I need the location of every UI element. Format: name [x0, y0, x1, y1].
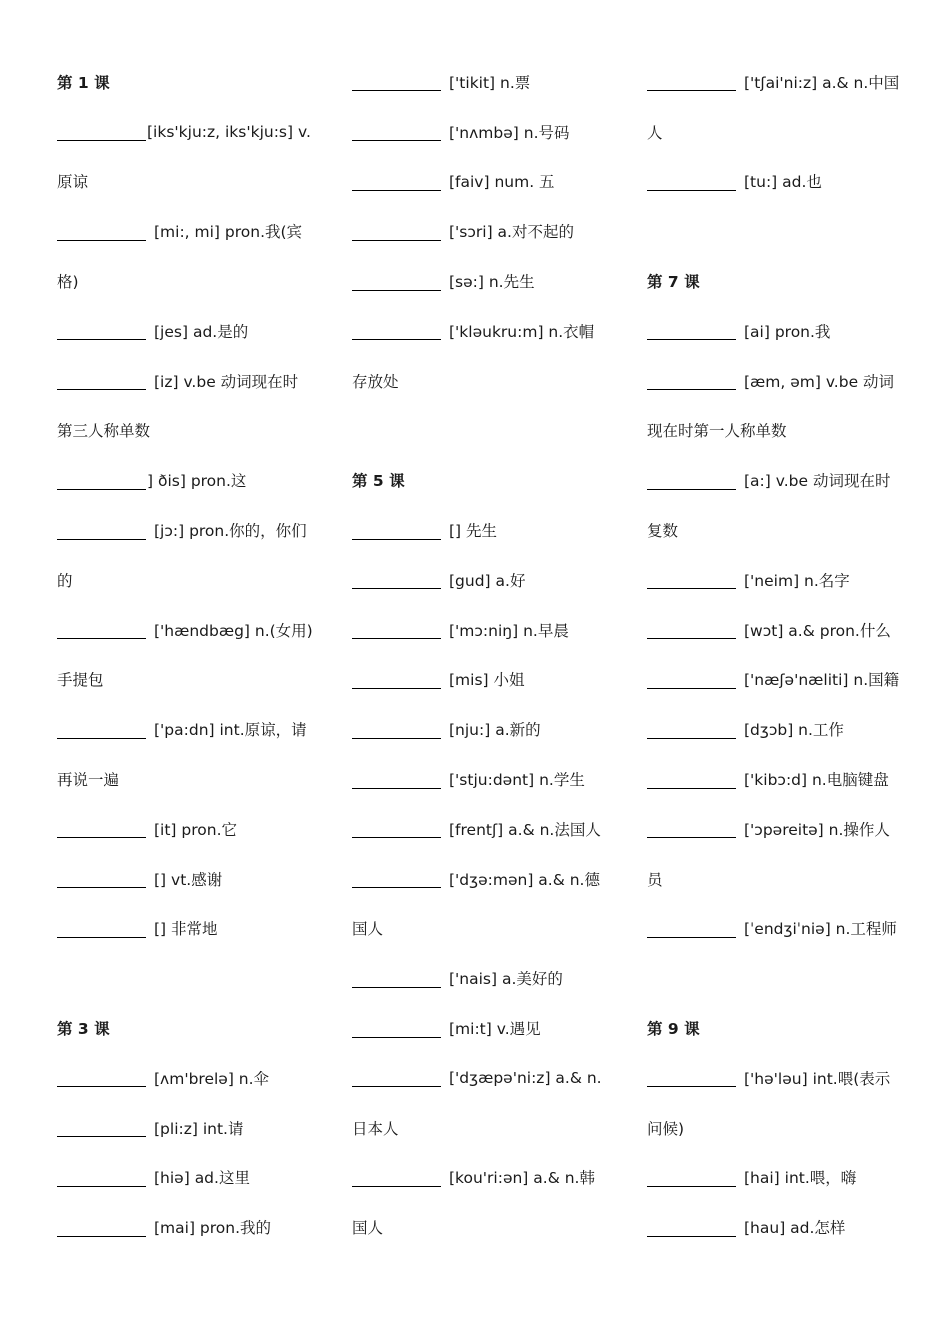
- spacer: [647, 953, 905, 1003]
- vocab-entry: [352, 605, 610, 655]
- vocab-entry: [352, 804, 610, 854]
- answer-blank[interactable]: [352, 122, 441, 141]
- answer-blank[interactable]: [647, 1218, 736, 1237]
- answer-blank[interactable]: [57, 620, 146, 639]
- vocab-entry: [352, 655, 610, 705]
- answer-blank[interactable]: [352, 72, 441, 91]
- definition-continuation: 第三人称单数: [57, 422, 151, 441]
- answer-blank[interactable]: [352, 869, 441, 888]
- answer-blank[interactable]: [352, 222, 441, 241]
- vocab-entry: [647, 455, 905, 505]
- vocab-entry: [57, 505, 312, 555]
- definition-continuation: 员: [647, 870, 663, 889]
- phonetic-definition: [hai] int.喂，嗨: [744, 1169, 857, 1188]
- definition-continuation: 存放处: [352, 372, 399, 391]
- vocab-entry: [57, 455, 312, 505]
- answer-blank[interactable]: [57, 122, 146, 141]
- vocab-entry: [647, 704, 905, 754]
- answer-blank[interactable]: [647, 570, 736, 589]
- answer-blank[interactable]: [647, 720, 736, 739]
- answer-blank[interactable]: [647, 1068, 736, 1087]
- answer-blank[interactable]: [57, 1118, 146, 1137]
- vocab-entry: [352, 1153, 610, 1203]
- answer-blank[interactable]: [57, 1168, 146, 1187]
- phonetic-definition: ['dʒə:mən] a.& n.德: [449, 870, 600, 889]
- phonetic-definition: ['ɔpəreitə] n.操作人: [744, 820, 890, 839]
- phonetic-definition: [faiv] num. 五: [449, 173, 555, 192]
- vocab-entry: [647, 605, 905, 655]
- phonetic-definition: [mi:, mi] pron.我(宾: [154, 223, 303, 242]
- vocab-entry: [352, 555, 610, 605]
- phonetic-definition: [frentʃ] a.& n.法国人: [449, 820, 601, 839]
- column-1: [57, 57, 312, 1252]
- vocab-entry: [57, 1153, 312, 1203]
- answer-blank[interactable]: [57, 321, 146, 340]
- answer-blank[interactable]: [57, 222, 146, 241]
- vocab-entry: [352, 107, 610, 157]
- vocab-entry: [647, 157, 905, 207]
- answer-blank[interactable]: [647, 371, 736, 390]
- phonetic-definition: [iz] v.be 动词现在时: [154, 372, 299, 391]
- lesson-heading: 第 5 课: [352, 472, 405, 491]
- phonetic-definition: ['nʌmbə] n.号码: [449, 123, 570, 142]
- answer-blank[interactable]: [647, 819, 736, 838]
- lesson-heading: 第 3 课: [57, 1020, 110, 1039]
- spacer: [57, 953, 312, 1003]
- answer-blank[interactable]: [57, 919, 146, 938]
- phonetic-definition: ['hə'ləu] int.喂(表示: [744, 1069, 891, 1088]
- vocab-entry: [57, 1202, 312, 1252]
- phonetic-definition: [pli:z] int.请: [154, 1119, 244, 1138]
- phonetic-definition: [nju:] a.新的: [449, 721, 541, 740]
- phonetic-definition: [æm, əm] v.be 动词: [744, 372, 895, 391]
- vocab-entry: [57, 306, 312, 356]
- vocab-entry: [647, 555, 905, 605]
- phonetic-definition: [kou'ri:ən] a.& n.韩: [449, 1169, 595, 1188]
- spacer: [647, 206, 905, 256]
- column-2: [352, 57, 610, 1252]
- vocab-entry: [647, 754, 905, 804]
- phonetic-definition: [ʌm'brelə] n.伞: [154, 1069, 270, 1088]
- definition-continuation: 原谅: [57, 173, 89, 192]
- vocab-entry: [647, 306, 905, 356]
- phonetic-definition: ['kibɔ:d] n.电脑键盘: [744, 771, 889, 790]
- phonetic-definition: ['sɔri] a.对不起的: [449, 223, 574, 242]
- answer-blank[interactable]: [57, 521, 146, 540]
- vocab-entry: [352, 157, 610, 207]
- phonetic-definition: [it] pron.它: [154, 820, 238, 839]
- answer-blank[interactable]: [352, 321, 441, 340]
- vocab-entry: [352, 1003, 610, 1053]
- definition-continuation: 的: [57, 571, 73, 590]
- vocab-entry: [57, 605, 312, 655]
- answer-blank[interactable]: [352, 670, 441, 689]
- phonetic-definition: [wɔt] a.& pron.什么: [744, 621, 891, 640]
- answer-blank[interactable]: [352, 620, 441, 639]
- answer-blank[interactable]: [352, 720, 441, 739]
- answer-blank[interactable]: [57, 869, 146, 888]
- vocab-entry: [57, 704, 312, 754]
- answer-blank[interactable]: [647, 172, 736, 191]
- phonetic-definition: [hiə] ad.这里: [154, 1169, 250, 1188]
- vocab-entry: [57, 804, 312, 854]
- phonetic-definition: [iks'kju:z, iks'kju:s] v.: [147, 122, 311, 141]
- phonetic-definition: [mai] pron.我的: [154, 1219, 272, 1238]
- definition-continuation: 复数: [647, 522, 679, 541]
- definition-continuation: 人: [647, 123, 663, 142]
- vocab-entry: [352, 57, 610, 107]
- definition-continuation: 问候): [647, 1119, 685, 1138]
- phonetic-definition: [tu:] ad.也: [744, 173, 822, 192]
- answer-blank[interactable]: [352, 819, 441, 838]
- vocab-entry: [647, 904, 905, 954]
- phonetic-definition: [] 先生: [449, 522, 498, 541]
- phonetic-definition: ['hændbæg] n.(女用): [154, 621, 313, 640]
- phonetic-definition: [gud] a.好: [449, 571, 526, 590]
- answer-blank[interactable]: [647, 670, 736, 689]
- definition-continuation: 格): [57, 273, 79, 292]
- phonetic-definition: [ˈendʒiˈniə] n.工程师: [744, 920, 897, 939]
- answer-blank[interactable]: [352, 272, 441, 291]
- answer-blank[interactable]: [352, 172, 441, 191]
- answer-blank[interactable]: [352, 1168, 441, 1187]
- phonetic-definition: ['dʒæpə'ni:z] a.& n.: [449, 1068, 602, 1087]
- vocab-entry: [57, 1103, 312, 1153]
- spacer: [352, 406, 610, 456]
- answer-blank[interactable]: [352, 521, 441, 540]
- vocab-entry: [352, 306, 610, 356]
- answer-blank[interactable]: [352, 969, 441, 988]
- lesson-heading: 第 1 课: [57, 73, 110, 92]
- lesson-heading: 第 9 课: [647, 1020, 700, 1039]
- phonetic-definition: ['stju:dənt] n.学生: [449, 771, 585, 790]
- answer-blank[interactable]: [57, 720, 146, 739]
- phonetic-definition: ['neim] n.名字: [744, 571, 850, 590]
- vocab-entry: [352, 704, 610, 754]
- phonetic-definition: ['tʃai'ni:z] a.& n.中国: [744, 73, 900, 92]
- phonetic-definition: [jes] ad.是的: [154, 322, 249, 341]
- vocab-entry: [352, 754, 610, 804]
- definition-continuation: 国人: [352, 1219, 384, 1238]
- vocab-entry: [647, 1053, 905, 1103]
- answer-blank[interactable]: [647, 72, 736, 91]
- phonetic-definition: ['kləukru:m] n.衣帽: [449, 322, 595, 341]
- definition-continuation: 日本人: [352, 1119, 399, 1138]
- definition-continuation: 国人: [352, 920, 384, 939]
- vocab-entry: [352, 1053, 610, 1103]
- phonetic-definition: ['pa:dn] int.原谅，请: [154, 721, 307, 740]
- phonetic-definition: [dʒɔb] n.工作: [744, 721, 844, 740]
- answer-blank[interactable]: [57, 819, 146, 838]
- phonetic-definition: [mi:t] v.遇见: [449, 1020, 541, 1039]
- vocab-entry: [647, 1153, 905, 1203]
- column-3: [647, 57, 905, 1252]
- vocab-entry: [57, 854, 312, 904]
- phonetic-definition: [] vt.感谢: [154, 870, 223, 889]
- answer-blank[interactable]: [647, 919, 736, 938]
- answer-blank[interactable]: [647, 321, 736, 340]
- vocab-entry: [647, 1202, 905, 1252]
- vocab-entry: [352, 256, 610, 306]
- vocab-entry: [647, 356, 905, 406]
- vocab-entry: [57, 356, 312, 406]
- phonetic-definition: [ai] pron.我: [744, 322, 831, 341]
- phonetic-definition: [] 非常地: [154, 920, 218, 939]
- phonetic-definition: ['mɔ:niŋ] n.早晨: [449, 621, 569, 640]
- vocab-entry: [352, 953, 610, 1003]
- phonetic-definition: [a:] v.be 动词现在时: [744, 472, 891, 491]
- vocab-entry: [647, 804, 905, 854]
- phonetic-definition: [mis] 小姐: [449, 671, 525, 690]
- answer-blank[interactable]: [352, 1068, 441, 1087]
- vocab-entry: [57, 904, 312, 954]
- phonetic-definition: [sə:] n.先生: [449, 273, 535, 292]
- answer-blank[interactable]: [57, 1218, 146, 1237]
- answer-blank[interactable]: [57, 1068, 146, 1087]
- answer-blank[interactable]: [647, 620, 736, 639]
- phonetic-definition: ['nais] a.美好的: [449, 970, 563, 989]
- vocab-entry: [647, 57, 905, 107]
- answer-blank[interactable]: [352, 570, 441, 589]
- answer-blank[interactable]: [647, 770, 736, 789]
- definition-continuation: 现在时第一人称单数: [647, 422, 787, 441]
- phonetic-definition: ] ðis] pron.这: [147, 472, 247, 491]
- phonetic-definition: [jɔ:] pron.你的，你们: [154, 522, 307, 541]
- definition-continuation: 手提包: [57, 671, 104, 690]
- vocab-entry: [647, 655, 905, 705]
- phonetic-definition: [hau] ad.怎样: [744, 1219, 846, 1238]
- phonetic-definition: ['tikit] n.票: [449, 73, 531, 92]
- answer-blank[interactable]: [352, 1019, 441, 1038]
- lesson-heading: 第 7 课: [647, 273, 700, 292]
- answer-blank[interactable]: [57, 471, 146, 490]
- answer-blank[interactable]: [57, 371, 146, 390]
- answer-blank[interactable]: [647, 1168, 736, 1187]
- vocab-entry: [352, 206, 610, 256]
- vocab-entry: [352, 854, 610, 904]
- phonetic-definition: ['næʃə'næliti] n.国籍: [744, 671, 900, 690]
- definition-continuation: 再说一遍: [57, 771, 120, 790]
- vocab-entry: [57, 206, 312, 256]
- vocab-entry: [57, 107, 312, 157]
- answer-blank[interactable]: [647, 471, 736, 490]
- answer-blank[interactable]: [352, 770, 441, 789]
- vocab-entry: [57, 1053, 312, 1103]
- vocab-entry: [352, 505, 610, 555]
